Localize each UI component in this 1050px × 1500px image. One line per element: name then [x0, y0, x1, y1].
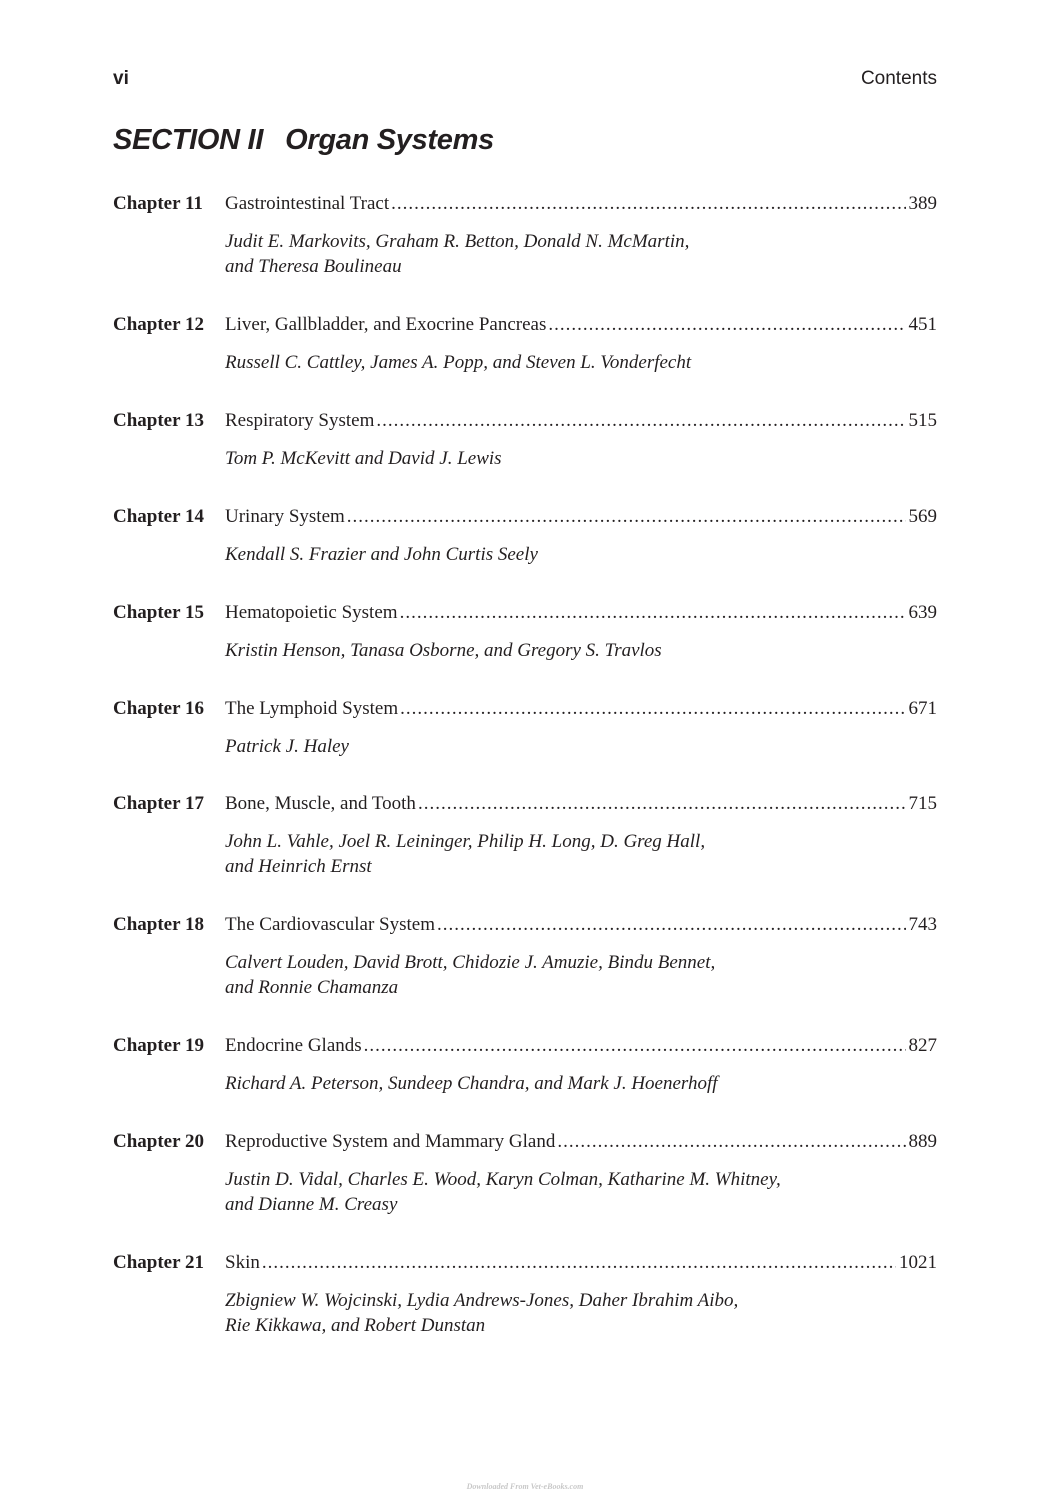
toc-entry-chapter-21	[113, 1251, 937, 1338]
chapter-authors	[225, 734, 937, 759]
chapter-title: Endocrine Glands	[225, 1035, 362, 1056]
chapter-title: The Cardiovascular System	[225, 914, 436, 935]
author-line: Judit E. Markovits, Graham R. Betton, Donald N. McMartin,	[225, 231, 690, 252]
author-line: Rie Kikkawa, and Robert Dunstan	[225, 1315, 486, 1336]
toc-entry-chapter-15	[113, 601, 937, 663]
toc-entry-line[interactable]	[113, 601, 937, 625]
chapter-authors	[225, 229, 937, 279]
toc-entry-chapter-13	[113, 409, 937, 471]
toc-entry-line[interactable]	[113, 313, 937, 337]
toc-entry-line[interactable]	[113, 697, 937, 721]
dot-leader	[418, 792, 906, 816]
chapter-title: Reproductive System and Mammary Gland	[225, 1131, 556, 1152]
section-label: SECTION II	[113, 124, 264, 156]
chapter-authors	[225, 542, 937, 567]
author-line: John L. Vahle, Joel R. Leininger, Philip H. Long, D. Greg Hall,	[225, 831, 706, 852]
toc-entry-line[interactable]	[113, 1130, 937, 1154]
toc-entry-line[interactable]	[113, 1251, 937, 1275]
author-line: Kristin Henson, Tanasa Osborne, and Gregory S. Travlos	[225, 640, 662, 661]
author-line: Calvert Louden, David Brott, Chidozie J. Amuzie, Bindu Bennet,	[225, 952, 716, 973]
footer-watermark: Downloaded From Vet-eBooks.com	[466, 1482, 584, 1491]
toc-entry-line[interactable]	[113, 792, 937, 816]
chapter-title: Urinary System	[225, 506, 345, 527]
chapter-title: Liver, Gallbladder, and Exocrine Pancreas	[225, 314, 547, 335]
chapter-authors	[225, 638, 937, 663]
dot-leader	[437, 913, 905, 937]
toc-entry-line[interactable]	[113, 913, 937, 937]
toc-entry-chapter-20	[113, 1130, 937, 1217]
chapter-number: Chapter 21	[113, 1252, 204, 1273]
chapter-page: 827	[908, 1035, 937, 1056]
toc-entry-chapter-12	[113, 313, 937, 375]
chapter-number: Chapter 18	[113, 914, 204, 935]
dot-leader	[400, 601, 906, 625]
chapter-number: Chapter 16	[113, 698, 204, 719]
author-line: Richard A. Peterson, Sundeep Chandra, and Mark J. Hoenerhoff	[225, 1073, 718, 1094]
page-number: vi	[113, 68, 129, 89]
chapter-number: Chapter 19	[113, 1035, 204, 1056]
dot-leader	[347, 505, 906, 529]
toc-entry-line[interactable]	[113, 409, 937, 433]
running-head: Contents	[860, 68, 937, 89]
chapter-number: Chapter 20	[113, 1131, 204, 1152]
dot-leader	[557, 1130, 905, 1154]
chapter-number: Chapter 13	[113, 410, 204, 431]
chapter-title: Hematopoietic System	[225, 602, 398, 623]
toc-entry-chapter-16	[113, 697, 937, 759]
chapter-number: Chapter 17	[113, 793, 204, 814]
chapter-page: 1021	[899, 1252, 937, 1273]
dot-leader	[364, 1034, 906, 1058]
chapter-page: 889	[908, 1131, 937, 1152]
chapter-page: 569	[908, 506, 937, 527]
chapter-title: Skin	[225, 1252, 260, 1273]
chapter-authors	[225, 446, 937, 471]
toc-entry-chapter-14	[113, 505, 937, 567]
author-line: Zbigniew W. Wojcinski, Lydia Andrews-Jones, Daher Ibrahim Aibo,	[225, 1290, 739, 1311]
dot-leader	[400, 697, 905, 721]
chapter-authors	[225, 1288, 937, 1338]
chapter-title: Respiratory System	[225, 410, 375, 431]
chapter-title: The Lymphoid System	[225, 698, 399, 719]
chapter-page: 451	[908, 314, 937, 335]
toc-entry-chapter-17	[113, 792, 937, 879]
dot-leader	[262, 1251, 896, 1275]
chapter-page: 389	[908, 193, 937, 214]
chapter-page: 515	[908, 410, 937, 431]
toc-entry-chapter-19	[113, 1034, 937, 1096]
chapter-title: Gastrointestinal Tract	[225, 193, 390, 214]
author-line: Kendall S. Frazier and John Curtis Seely	[225, 544, 538, 565]
chapter-authors	[225, 350, 937, 375]
author-line: Tom P. McKevitt and David J. Lewis	[225, 448, 502, 469]
chapter-authors	[225, 1167, 937, 1217]
dot-leader	[548, 313, 905, 337]
author-line: and Theresa Boulineau	[225, 256, 402, 277]
toc-entry-chapter-11	[113, 192, 937, 279]
chapter-page: 671	[908, 698, 937, 719]
chapter-title: Bone, Muscle, and Tooth	[225, 793, 416, 814]
toc-entry-line[interactable]	[113, 1034, 937, 1058]
author-line: Russell C. Cattley, James A. Popp, and Steven L. Vonderfecht	[225, 352, 692, 373]
author-line: and Dianne M. Creasy	[225, 1194, 398, 1215]
chapter-authors	[225, 950, 937, 1000]
dot-leader	[376, 409, 905, 433]
section-name: Organ Systems	[285, 124, 494, 156]
chapter-number: Chapter 12	[113, 314, 204, 335]
author-line: and Ronnie Chamanza	[225, 977, 399, 998]
author-line: Justin D. Vidal, Charles E. Wood, Karyn Colman, Katharine M. Whitney,	[225, 1169, 781, 1190]
toc-entry-line[interactable]	[113, 505, 937, 529]
chapter-page: 743	[908, 914, 937, 935]
chapter-number: Chapter 11	[113, 193, 203, 214]
chapter-page: 639	[908, 602, 937, 623]
chapter-page: 715	[908, 793, 937, 814]
page-header	[113, 68, 937, 96]
chapter-authors	[225, 1071, 937, 1096]
chapter-number: Chapter 14	[113, 506, 204, 527]
dot-leader	[391, 192, 905, 216]
toc-entry-chapter-18	[113, 913, 937, 1000]
chapter-number: Chapter 15	[113, 602, 204, 623]
author-line: and Heinrich Ernst	[225, 856, 372, 877]
section-title	[113, 124, 494, 157]
chapter-authors	[225, 829, 937, 879]
author-line: Patrick J. Haley	[225, 736, 349, 757]
toc-entry-line[interactable]	[113, 192, 937, 216]
